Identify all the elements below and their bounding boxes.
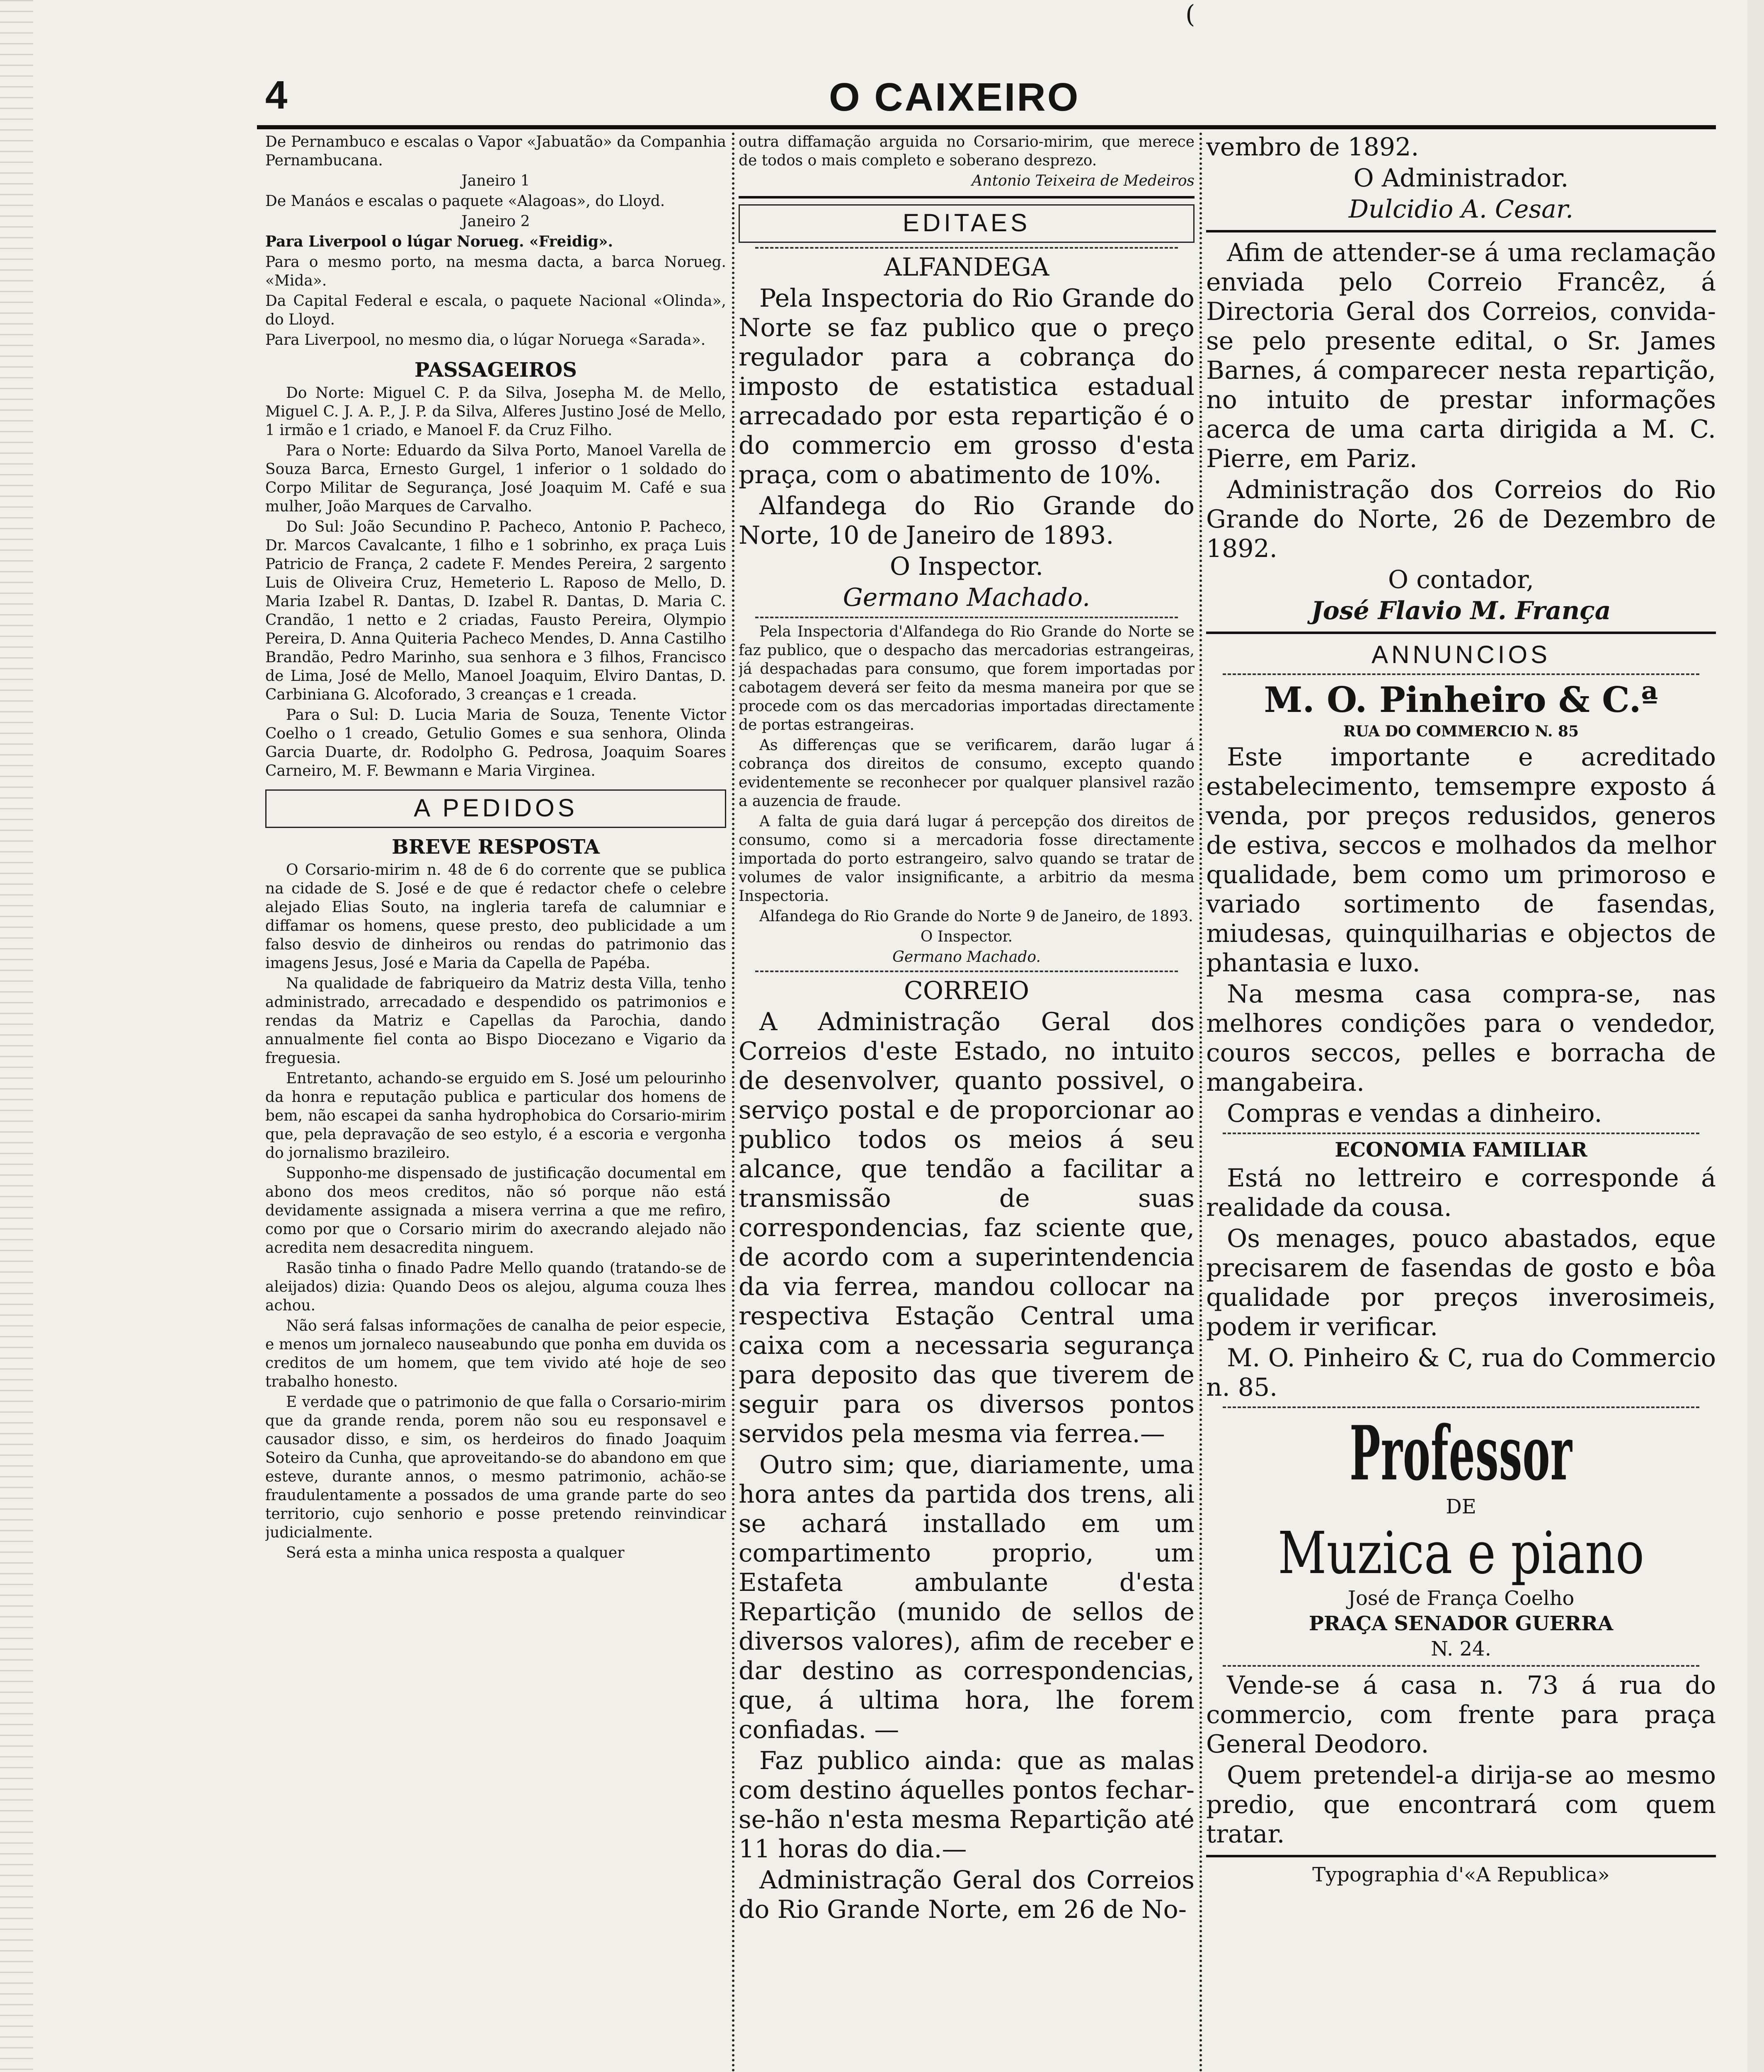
scan-edge [0, 0, 33, 2072]
shipping-date: Janeiro 1 [461, 172, 530, 189]
edital-role: O Inspector. [920, 928, 1013, 945]
ad-professor-address: PRAÇA SENADOR GUERRA [1308, 1612, 1614, 1635]
edital-paragraph: A Administração Geral dos Correios d'este Estado, no intuito de desenvolver, quanto possivel, o serviço postal e de proporcionar ao publico todos os meios á seu alcance, que tendão a facilitar a transmissão de suas correspondencias, faz sciente que, de acordo com a superintendencia da via ferrea, mandou collocar na respectiva Estação Central uma caixa com a necessaria segurança para deposito das que tiverem de seguir para os diversos pontos servidos pela mesma via ferrea.— [739, 1007, 1195, 1448]
article-paragraph: Supponho-me dispensado de justificação documental em abono dos meos creditos, não só porque não está devidamente assignada a misera verrina a que me refiro, como por que o Corsario mirim do axecrando alejado não acredita nem desacredita ninguem. [265, 1165, 726, 1256]
edital-paragraph: Outro sim; que, diariamente, uma hora antes da partida dos trens, ali se achará installado em um compartimento proprio, um Estafeta ambulante d'esta Repartição (munido de sellos de diversos valores), afim de receber e dar destino as correspondencias, que, á ultima hora, lhe forem confiadas. — [739, 1450, 1195, 1744]
ad-paragraph: Este importante e acreditado estabelecimento, temsempre exposto á venda, por preços redusidos, generos de estiva, seccos e molhados da melhor qualidade, bem como um primoroso e variado sortimento de fasendas, miudesas, quinquilharias e objectos de phantasia e luxo. [1206, 743, 1716, 978]
ad-professor-number: N. 24. [1431, 1637, 1491, 1661]
edital-paragraph: A falta de guia dará lugar á percepção dos direitos de consumo, como si a mercadoria fosse directamente importada do porto estrangeiro, salvo quando se tratar de volumes de valor insignificante, a arbitrio da mesma Inspectoria. [739, 813, 1195, 905]
ad-paragraph: Vende-se á casa n. 73 á rua do commercio, com frente para praça General Deodoro. [1206, 1671, 1716, 1759]
ad-professor-name: José de França Coelho [1347, 1587, 1575, 1610]
column-separator [1199, 133, 1202, 2072]
edital-paragraph: As differenças que se verificarem, darão lugar á cobrança dos direitos de consumo, excepto quando evidentemente se reconhecer por qualquer plansivel razão a auzencia de fraude. [739, 737, 1195, 810]
edital-signature: José Flavio M. França [1311, 596, 1611, 625]
edital-paragraph: Faz publico ainda: que as malas com destino áquelles pontos fechar-se-hão n'esta mesma Repartição até 11 horas do dia.— [739, 1746, 1195, 1864]
edital-paragraph: Afim de attender-se á uma reclamação enviada pelo Correio Francêz, á Directoria Geral dos Correios, convida-se pelo presente edital, o Sr. James Barnes, á comparecer nesta repartição, no intuito de prestar informações acerca de uma carta dirigida a M. C. Pierre, em Pariz. [1206, 238, 1716, 473]
subsection-title-alfandega: ALFANDEGA [884, 253, 1049, 282]
article-paragraph: Entretanto, achando-se erguido em S. José um pelourinho da honra e reputação publica e particular dos homens de bem, não escapei da sanha hydrophobica do Corsario-mirim que, pela depravação de seo estylo, é a escoria e vergonha do jornalismo brazileiro. [265, 1070, 726, 1162]
article-paragraph: Na qualidade de fabriqueiro da Matriz desta Villa, tenho administrado, arrecadado e despendido os patrimonios e rendas da Matriz e Capellas da Parochia, dando annualmente fiel conta ao Bispo Diocezano e Vigario da freguesia. [265, 975, 726, 1067]
typographia: Typographia d'«A Republica» [1312, 1863, 1610, 1886]
passenger-list: Para o Norte: Eduardo da Silva Porto, Manoel Varella de Souza Barca, Ernesto Gurgel, 1 inferior o 1 soldado do Corpo Militar de Segurança, José Joaquim M. Café e sua mulher, João Marques de Carvalho. [265, 442, 726, 515]
edital-date: Alfandega do Rio Grande do Norte 9 de Janeiro, de 1893. [759, 908, 1193, 925]
subsection-title-correio: CORREIO [904, 976, 1030, 1005]
article-paragraph: Será esta a minha unica resposta a qualquer [286, 1544, 625, 1561]
edital-paragraph: Administração Geral dos Correios do Rio Grande Norte, em 26 de No- [739, 1866, 1195, 1924]
article-paragraph: E verdade que o patrimonio de que falla o Corsario-mirim que da grande renda, porem não sou eu responsavel e causador disso, e sim, os herdeiros do finado Joaquim Soteiro da Cunha, que aproveitando-se do abandono em que esteve, durante annos, o mesmo patrimonio, achão-se fraudulentamente a possados de uma grande parte do seo territorio, cujo senhorio e posse pretendo reinvindicar judicialmente. [265, 1394, 726, 1541]
article-continuation: outra diffamação arguida no Corsario-mirim, que merece de todos o mais completo e soberano desprezo. [739, 133, 1195, 169]
shipping-entry: De Manáos e escalas o paquete «Alagoas», do Lloyd. [265, 193, 665, 210]
shipping-entry: Para Liverpool, no mesmo dia, o lúgar Noruega «Sarada». [265, 332, 706, 349]
section-title-annuncios: ANNUNCIOS [1371, 641, 1551, 668]
shipping-entry: Para Liverpool o lúgar Norueg. «Freidig». [265, 233, 613, 250]
ad-paragraph: Quem pretendel-a dirija-se ao mesmo predio, que encontrará com quem tratar. [1206, 1761, 1716, 1849]
column-1 [265, 133, 726, 2072]
shipping-entry: Para o mesmo porto, na mesma dacta, a barca Norueg. «Mida». [265, 254, 726, 289]
edital-paragraph: Pela Inspectoria d'Alfandega do Rio Grande do Norte se faz publico, que o despacho das mercadorias estrangeiras, já despachadas para consumo, que forem importadas por cabotagem deverá ser feito da mesma maneira por que se procede com os das mercadorias importadas directamente de portas estrangeiras. [739, 623, 1195, 733]
ad-paragraph: Está no lettreiro e corresponde á realidade da cousa. [1206, 1164, 1716, 1222]
edital-signature: Germano Machado. [843, 583, 1090, 612]
section-title-a-pedidos: A PEDIDOS [414, 794, 578, 822]
ad-muzica-title: Muzica e piano [1277, 1520, 1645, 1587]
edital-signature: Germano Machado. [892, 949, 1041, 966]
passengers-title: PASSAGEIROS [414, 358, 577, 382]
edge-mark: ( [1185, 0, 1195, 29]
edital-signature: Dulcidio A. Cesar. [1348, 195, 1574, 224]
article-paragraph: Não será falsas informações de canalha de peior especie, e menos um jornaleco nauseabundo que ponha em duvida os creditos de um homem, que tem vivido até hoje de seo trabalho honesto. [265, 1317, 726, 1390]
article-paragraph: O Corsario-mirim n. 48 de 6 do corrente que se publica na cidade de S. José e de que é redactor chefe o celebre alejado Elias Souto, na ingleria tarefa de calumniar e diffamar os homens, quese presto, deo publicidade a um falso desvio de dinheiros ou rendas do patrimonio das imagens Jesus, José e Maria da Capella de Papéba. [265, 862, 726, 972]
scan-edge-right [1747, 0, 1764, 2072]
edital-continuation: vembro de 1892. [1206, 133, 1419, 162]
newspaper-name: O CAIXEIRO [829, 75, 1080, 119]
ad-title: ECONOMIA FAMILIAR [1335, 1138, 1587, 1162]
passenger-list: Do Norte: Miguel C. P. da Silva, Josepha M. de Mello, Miguel C. J. A. P., J. P. da Silva, Alferes Justino José de Mello, 1 irmão e 1 criado, e Manoel F. da Cruz Filho. [265, 385, 726, 439]
edital-date: Alfandega do Rio Grande do Norte, 10 de Janeiro de 1893. [739, 491, 1195, 550]
column-separator [732, 133, 734, 2072]
ad-paragraph: Na mesma casa compra-se, nas melhores condições para o vendedor, couros seccos, pelles e borracha de mangabeira. [1206, 980, 1716, 1097]
edital-date: Administração dos Correios do Rio Grande do Norte, 26 de Dezembro de 1892. [1206, 475, 1716, 563]
column-3 [1206, 133, 1716, 2072]
edital-role: O Administrador. [1353, 164, 1569, 193]
edital-role: O Inspector. [889, 552, 1044, 581]
header-rule [257, 125, 1716, 129]
shipping-entry: De Pernambuco e escalas o Vapor «Jabuatão» da Companhia Pernambucana. [265, 133, 726, 169]
page-number: 4 [265, 73, 288, 117]
shipping-date: Janeiro 2 [461, 213, 530, 230]
edital-paragraph: Pela Inspectoria do Rio Grande do Norte se faz publico que o preço regulador para a cobrança do imposto de estatistica estadual arrecadado por esta repartição é o do commercio em grosso d'esta praça, com o abatimento de 10%. [739, 284, 1195, 489]
ad-paragraph: Compras e vendas a dinheiro. [1227, 1099, 1602, 1128]
article-title: BREVE RESPOSTA [392, 835, 600, 859]
ad-paragraph: M. O. Pinheiro & C, rua do Commercio n. 85. [1206, 1343, 1716, 1402]
passenger-list: Para o Sul: D. Lucia Maria de Souza, Tenente Victor Coelho o 1 creado, Getulio Gomes e sua senhora, Olinda Garcia Duarte, dr. Rodolpho G. Pedrosa, Joaquim Soares Carneiro, M. F. Bewmann e Maria Virginea. [265, 707, 726, 779]
section-title-editaes: EDITAES [902, 209, 1031, 237]
passenger-list: Do Sul: João Secundino P. Pacheco, Antonio P. Pacheco, Dr. Marcos Cavalcante, 1 filho e 1 sobrinho, ex praça Luis Patricio de França, 2 cadete F. Mendes Pereira, 2 sargento Luis de Oliveira Cruz, Hemeterio L. Raposo de Mello, D. Maria Izabel R. Dantas, D. Izabel R. Dantas, D. Maria C. Crandão, 1 netto e 2 criadas, Fausto Pereira, Olympio Pereira, D. Anna Quiteria Pacheco Mendes, D. Anna Castilho Brandão, Pedro Marinho, sua senhora e 3 filhos, Francisco de Lima, José de Mello, Manoel Joaquim, Elviro Dantas, D. Carbiniana G. Alcoforado, 3 creanças e 1 creada. [265, 518, 726, 703]
ad-professor-de: DE [1446, 1495, 1476, 1518]
ad-paragraph: Os menages, pouco abastados, eque precisarem de fasendas de gosto e bôa qualidade por preços inverosimeis, podem ir verificar. [1206, 1224, 1716, 1341]
edital-role: O contador, [1388, 565, 1534, 594]
shop-address: RUA DO COMMERCIO N. 85 [1343, 723, 1579, 740]
shipping-entry: Da Capital Federal e escala, o paquete Nacional «Olinda», do Lloyd. [265, 293, 726, 328]
column-2 [739, 133, 1195, 2072]
ad-professor-title: Professor [1350, 1410, 1573, 1497]
article-signature: Antonio Teixeira de Medeiros [972, 172, 1195, 189]
shop-name: M. O. Pinheiro & C.ª [1264, 679, 1658, 720]
article-paragraph: Rasão tinha o finado Padre Mello quando (tratando-se de aleijados) dizia: Quando Deos os alejou, alguma couza lhes achou. [265, 1260, 726, 1314]
